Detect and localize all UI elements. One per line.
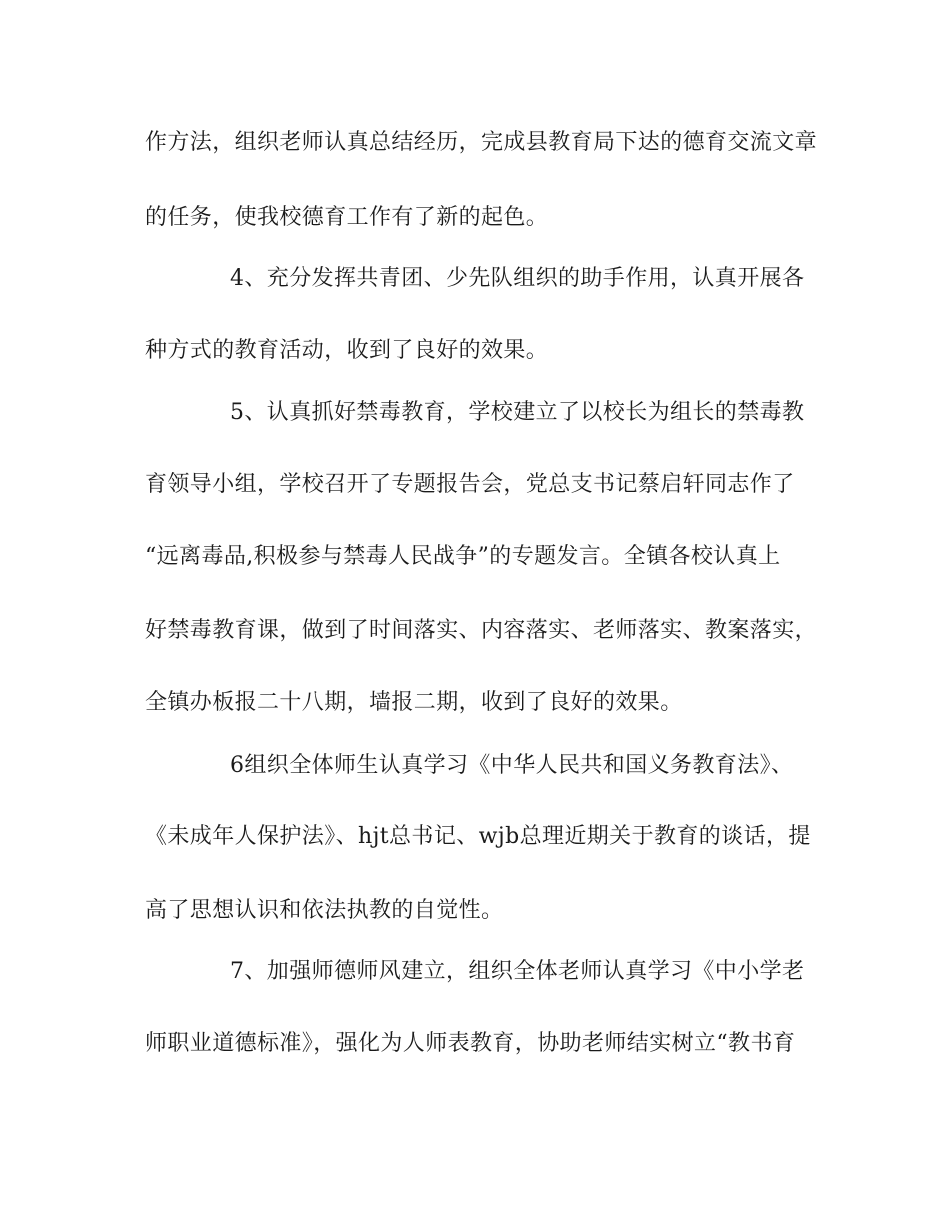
text-line: 师职业道德标准》，强化为人师表教育，协助老师结实树立“教书育: [145, 1031, 796, 1056]
text-line: 全镇办板报二十八期，墙报二期，收到了良好的效果。: [145, 690, 683, 715]
text-line: 育领导小组，学校召开了专题报告会，党总支书记蔡启轩同志作了: [145, 472, 795, 497]
text-line: 的任务，使我校德育工作有了新的起色。: [145, 205, 549, 230]
paragraph-7-start: 7、加强师德师风建立，组织全体老师认真学习《中小学老: [230, 959, 805, 984]
text-line: 《未成年人保护法》、hjt总书记、wjb总理近期关于教育的谈话，提: [145, 824, 811, 849]
text-line: 好禁毒教育课，做到了时间落实、内容落实、老师落实、教案落实，: [145, 618, 818, 643]
paragraph-5-start: 5、认真抓好禁毒教育，学校建立了以校长为组长的禁毒教: [230, 400, 805, 425]
text-line: 高了思想认识和依法执教的自觉性。: [145, 898, 504, 923]
text-line: “远离毒品,积极参与禁毒人民战争”的专题发言。全镇各校认真上: [145, 544, 781, 569]
paragraph-6-start: 6组织全体师生认真学习《中华人民共和国义务教育法》、: [230, 753, 794, 778]
paragraph-4-start: 4、充分发挥共青团、少先队组织的助手作用，认真开展各: [230, 266, 805, 291]
text-line: 作方法，组织老师认真总结经历，完成县教育局下达的德育交流文章: [145, 130, 818, 155]
text-line: 种方式的教育活动，收到了良好的效果。: [145, 338, 549, 363]
